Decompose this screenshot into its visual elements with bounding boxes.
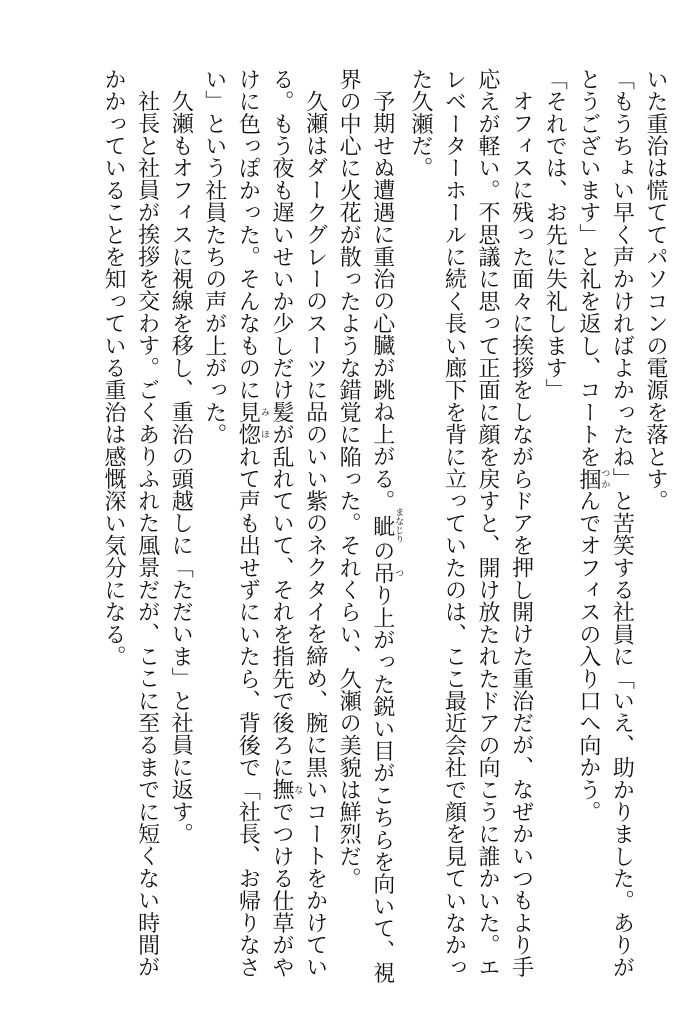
- ruby-na: [268, 778, 303, 801]
- paragraph-5: [332, 68, 404, 988]
- paragraph-2-part-a: 「もうちょい早く声かければよかったね」と苦笑する社員に「いえ、助かりました。ありがとうございます」と礼を返し、コートを: [575, 68, 635, 979]
- paragraph-5-part-a: 予期せぬ遭遇に重治の心臓が跳ね上がる。: [369, 90, 395, 512]
- ruby-tsuka-base: 掴: [575, 467, 601, 490]
- ruby-na-base: 撫: [268, 778, 294, 801]
- ruby-na-reading: な: [292, 778, 303, 801]
- ruby-ho: [235, 423, 269, 446]
- paragraph-7: 久瀬もオフィスに視線を移し、重治の頭越しに「ただいま」と社員に返す。: [168, 90, 194, 845]
- vertical-text-block: [22, 68, 672, 988]
- ruby-tsu: [369, 562, 404, 585]
- paragraph-6: [197, 68, 331, 988]
- ruby-tsuka-reading: つか: [599, 467, 610, 490]
- ruby-tsu-reading: つ: [393, 562, 404, 585]
- paragraph-6-part-a: 久瀬はダークグレーのスーツに品のいい紫のネクタイを締め、腕に黒いコートをかけている。もう夜も遅いせいか少しだけ髪が乱れていて、それを指先で後ろに: [268, 68, 328, 978]
- paragraph-6-part-b: でつける仕草がやけに色っぽかった。そんなものに: [235, 68, 294, 979]
- paragraph-3: 「それでは、お先に失礼します」: [542, 68, 568, 401]
- ruby-ho-base: 惚: [235, 423, 261, 446]
- ruby-mi-base: 見: [235, 401, 261, 424]
- ruby-mi-reading: み: [258, 401, 269, 424]
- paragraph-2-part-b: んでオフィスの入り口へ向かう。: [575, 489, 601, 823]
- paragraph-6-part-c: れて声も出せずにいたら、背後で「社長、お帰りなさい」という社員たちの声が上がった。: [201, 68, 261, 979]
- paragraph-4: オフィスに残った面々に挨拶をしながらドアを押し開けた重治だが、なぜかいつもより手応えが軽い。不思議に思って正面に顔を戻すと、開け放たれたドアの向こうに誰かいた。エレベーターホールに続く長い廊下を背に立っていたのは、ここ最近会社で顔を見ていなかった久瀬だ。: [407, 68, 534, 979]
- paragraph-5-part-b: の: [369, 539, 395, 562]
- paragraph-8: 社長と社員が挨拶を交わす。ごくありふれた風景だが、ここに至るまでに短くない時間がかかっていることを知っている重治は感慨深い気分になる。: [101, 68, 160, 978]
- ruby-mi: [235, 401, 269, 424]
- paragraph-1: いた重治は慌ててパソコンの電源を落とす。: [643, 68, 668, 512]
- ruby-manajiri-reading: まなじり: [393, 507, 404, 544]
- ruby-manajiri-base: 眦: [369, 507, 395, 544]
- ruby-manajiri: [369, 507, 404, 544]
- ruby-ho-reading: ほ: [258, 423, 269, 446]
- paragraph-5-part-c: り上がった鋭い目がこちらを向いて、視界の中心に火花が散ったような錯覚に陥った。それくらい、久瀬の美貌は鮮烈だ。: [336, 68, 395, 984]
- ruby-tsuka: [575, 467, 610, 490]
- paragraph-2: [571, 68, 638, 988]
- ruby-tsu-base: 吊: [369, 562, 395, 585]
